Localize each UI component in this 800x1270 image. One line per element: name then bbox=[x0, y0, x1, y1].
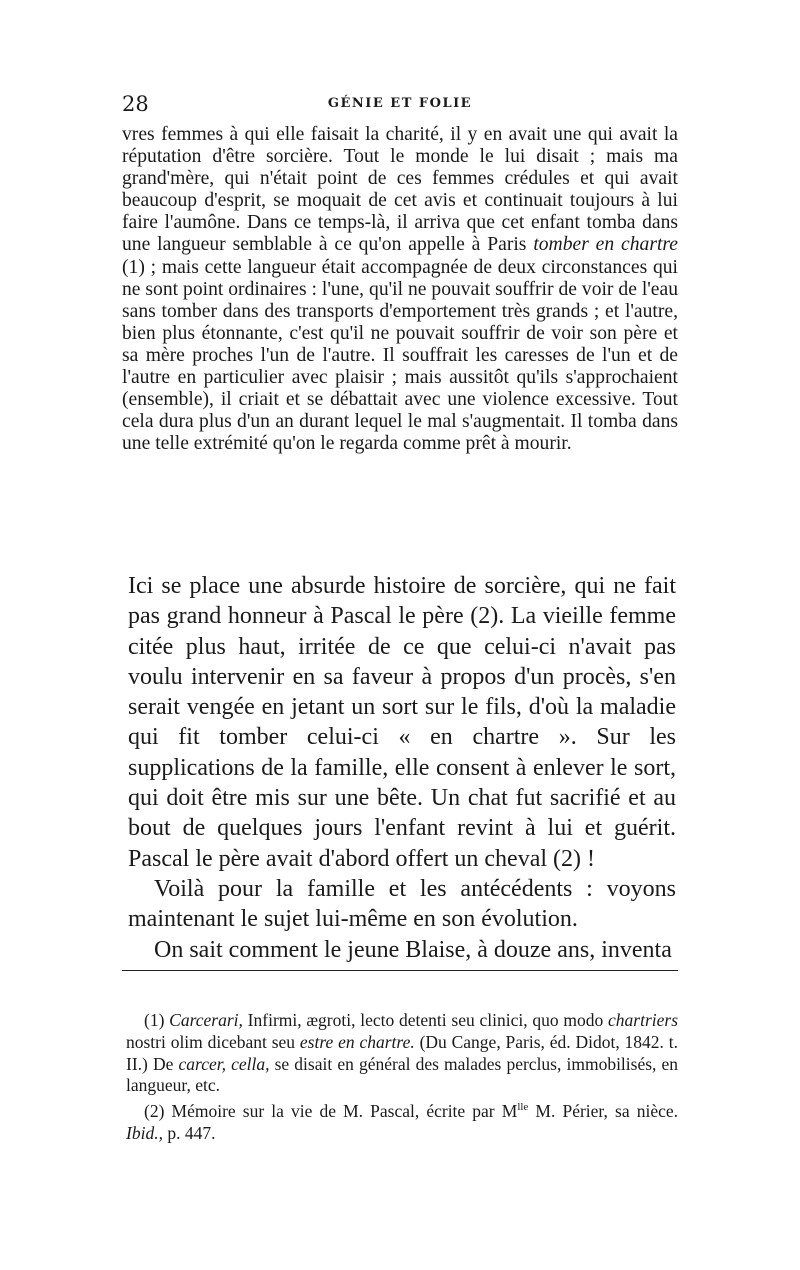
footnote-1 bbox=[126, 1010, 678, 1097]
fn2-text-3: p. 447. bbox=[167, 1122, 216, 1143]
main-text bbox=[128, 571, 676, 965]
main-paragraph-1: Ici se place une absurde histoire de sorcière, qui ne fait pas grand honneur à Pascal le père (2). La vieille femme citée plus haut, irritée de ce que celui-ci n'avait pas voulu intervenir en sa faveur à propos d'un procès, s'en serait vengée en jetant un sort sur le fils, d'où la maladie qui fit tomber celui-ci « en chartre ». Sur les supplications de la famille, elle consent à enlever le sort, qui doit être mis sur une bête. Un chat fut sacrifié et au bout de quelques jours l'enfant revint à lui et guérit. Pascal le père avait d'abord offert un cheval (2) ! bbox=[128, 573, 676, 872]
quote-italic-term: tomber en chartre bbox=[533, 234, 678, 256]
fn2-italic: Ibid., bbox=[126, 1122, 163, 1143]
quote-text-start: vres femmes à qui elle faisait la charité, il y en avait une qui avait la réputation d'être sorcière. Tout le monde le lui disait ; mais ma grand'mère, qui n'était point de ces femmes crédules et qui avait beaucoup d'esprit, se moquait de cet avis et continuait toujours à lui faire l'aumône. Dans ce temps-là, il arriva que cet enfant tomba dans une langueur semblable à ce qu'on appelle à Paris bbox=[122, 124, 678, 256]
fn1-italic-2: chartriers bbox=[608, 1010, 678, 1030]
quoted-passage bbox=[122, 124, 678, 455]
fn1-italic-1: Carcerari, bbox=[169, 1010, 243, 1030]
fn1-text-4: se disait en général des malades perclus, immobilisés, en langueur, etc. bbox=[126, 1053, 679, 1096]
fn1-text-2: nostri olim dicebant seu bbox=[126, 1031, 296, 1052]
fn1-italic-4: carcer, cella, bbox=[178, 1053, 270, 1074]
page-number: 28 bbox=[122, 92, 149, 116]
main-paragraph-3: On sait comment le jeune Blaise, à douze ans, inventa bbox=[154, 936, 672, 963]
page-header bbox=[122, 92, 678, 116]
fn2-text-1: (2) Mémoire sur la vie de M. Pascal, écrite par M bbox=[144, 1101, 518, 1122]
footnote-divider bbox=[122, 970, 678, 971]
main-paragraph-2: Voilà pour la famille et les antécédents : voyons maintenant le sujet lui-même en son évolution. bbox=[128, 875, 676, 933]
quote-paragraph bbox=[122, 124, 678, 455]
fn1-text-3: (Du Cange, Paris, éd. Didot, 1842. t. II.) De bbox=[126, 1031, 678, 1074]
fn1-italic-3: estre en chartre. bbox=[299, 1031, 415, 1052]
quote-text-end: (1) ; mais cette langueur était accompagnée de deux circonstances qui ne sont point ordinaires : l'une, qu'il ne pouvait souffrir de voir de l'eau sans tomber dans des transports d'emportement très grands ; et l'autre, bien plus étonnante, c'est qu'il ne pouvait souffrir de voir son père et sa mère proches l'un de l'autre. Il souffrait les caresses de l'un et de l'autre en particulier avec plaisir ; mais aussitôt qu'ils s'approchaient (ensemble), il criait et se débattait avec une violence excessive. Tout cela dura plus d'un an durant lequel le mal s'augmentait. Il tomba dans une telle extrémité qu'on le regarda comme prêt à mourir. bbox=[122, 256, 678, 455]
footnote-2 bbox=[126, 1097, 678, 1144]
fn2-text-2: M. Périer, sa nièce. bbox=[535, 1101, 679, 1122]
running-title: GÉNIE ET FOLIE bbox=[327, 96, 473, 111]
fn1-marker: (1) bbox=[144, 1010, 165, 1030]
fn2-superscript: lle bbox=[517, 1101, 529, 1114]
fn1-text-1: Infirmi, ægroti, lecto detenti seu clinici, quo modo bbox=[247, 1010, 604, 1030]
footnotes bbox=[126, 1010, 678, 1145]
